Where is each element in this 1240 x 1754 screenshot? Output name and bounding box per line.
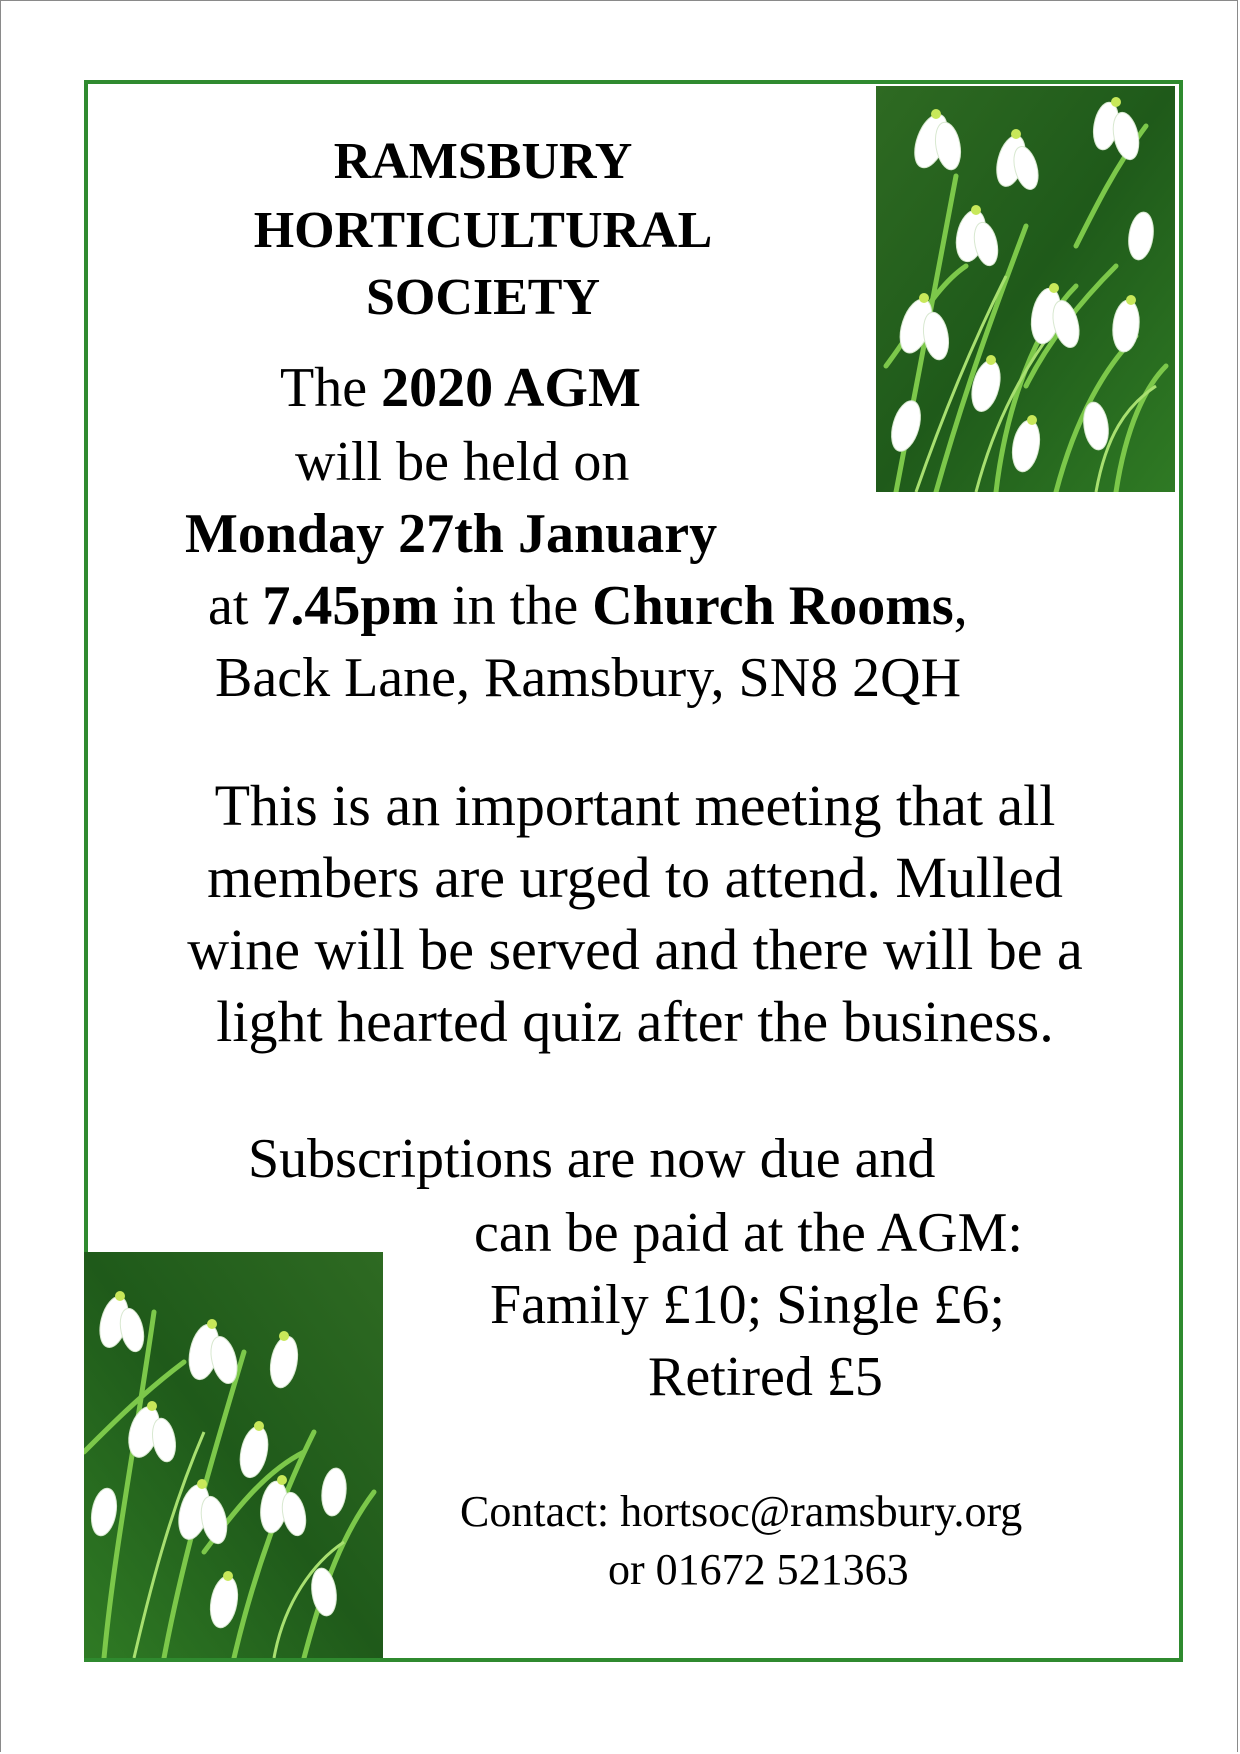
time-prefix: at xyxy=(208,575,263,637)
description-line-3: wine will be served and there will be a xyxy=(187,917,1083,982)
meeting-time-venue xyxy=(208,575,968,637)
held-on-text: will be held on xyxy=(295,431,630,493)
snowdrops-illustration xyxy=(876,86,1175,492)
snowdrops-image-top xyxy=(876,86,1175,492)
agm-year: 2020 AGM xyxy=(381,357,641,419)
contact-email: Contact: hortsoc@ramsbury.org xyxy=(460,1487,1023,1536)
subscriptions-line-2: can be paid at the AGM: xyxy=(474,1202,1023,1264)
subscriptions-line-4: Retired £5 xyxy=(648,1346,883,1408)
subscriptions-line-1: Subscriptions are now due and xyxy=(248,1128,936,1190)
meeting-address: Back Lane, Ramsbury, SN8 2QH xyxy=(215,647,962,709)
society-title-line-2: HORTICULTURAL xyxy=(253,202,713,259)
meeting-time: 7.45pm xyxy=(262,575,439,637)
subscriptions-line-3: Family £10; Single £6; xyxy=(490,1274,1005,1336)
description-line-4: light hearted quiz after the business. xyxy=(216,989,1054,1054)
contact-phone: or 01672 521363 xyxy=(608,1545,909,1594)
society-title-line-3: SOCIETY xyxy=(365,269,601,326)
agm-heading xyxy=(280,357,641,419)
snowdrops-image-bottom xyxy=(84,1252,383,1658)
meeting-description xyxy=(130,770,1140,1058)
description-line-1: This is an important meeting that all xyxy=(214,773,1056,838)
time-mid: in the xyxy=(438,575,593,637)
agm-prefix: The xyxy=(280,357,382,419)
snowdrops-illustration xyxy=(84,1252,383,1658)
meeting-date: Monday 27th January xyxy=(185,503,718,565)
society-title-line-1: RAMSBURY xyxy=(333,133,633,190)
venue-suffix: , xyxy=(953,575,968,637)
meeting-venue: Church Rooms xyxy=(592,575,954,637)
description-line-2: members are urged to attend. Mulled xyxy=(207,845,1063,910)
